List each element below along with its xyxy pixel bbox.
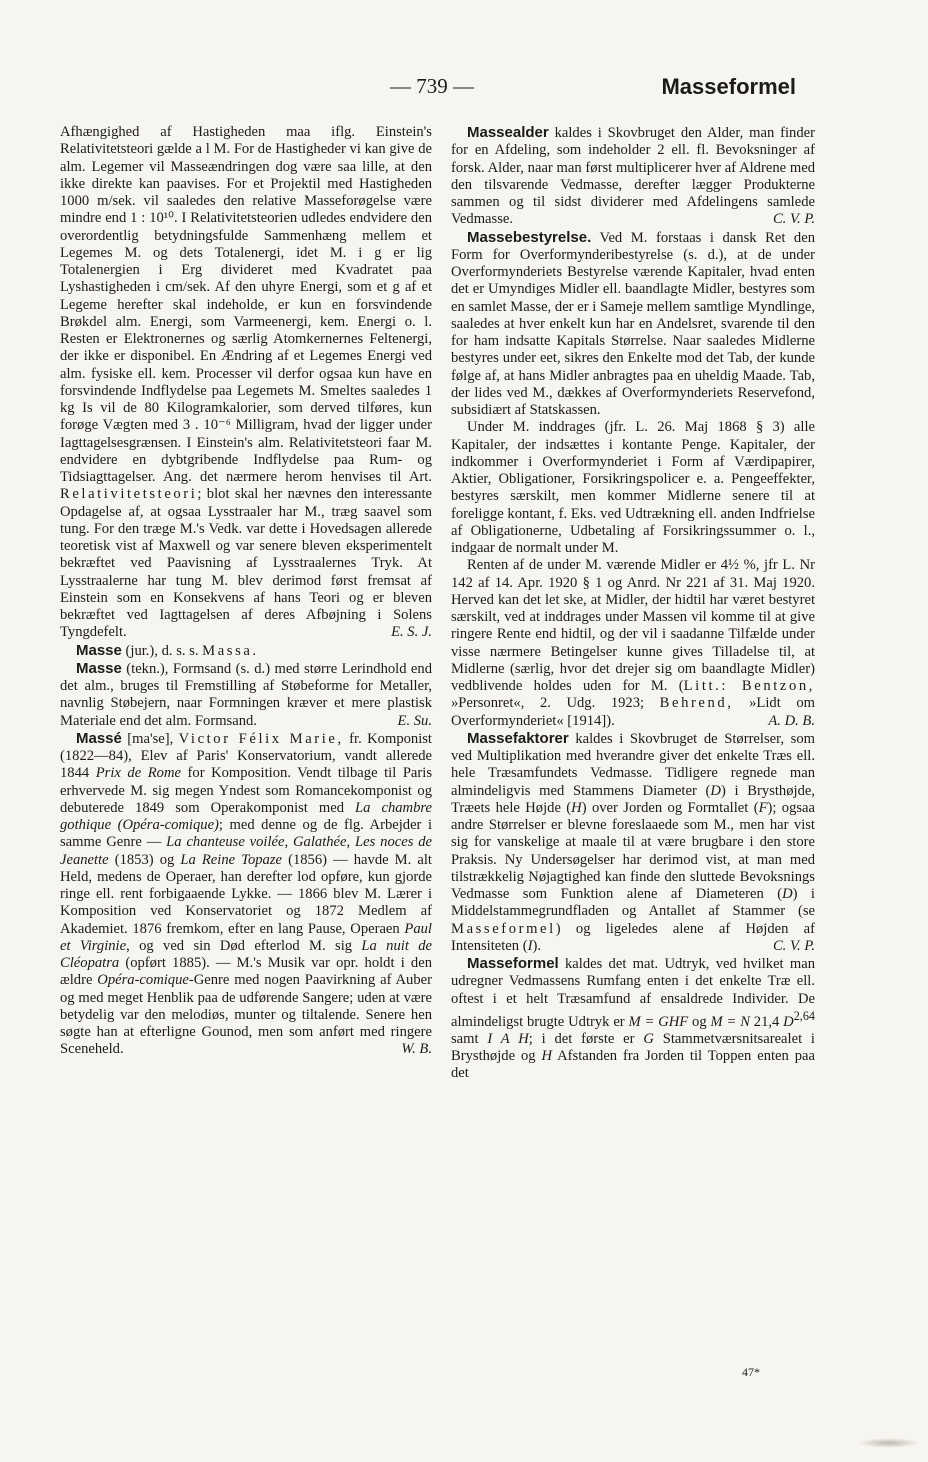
body-text: ). xyxy=(532,937,541,954)
symbol: H xyxy=(541,1048,553,1065)
italic-title: La nuit de Cléopatra xyxy=(60,937,432,971)
body-text: Ved M. forstaas i dansk Ret den Form for Overformynderibestyrelse (s. d.), at de under Overformynderiets Bestyrelse værende Kapitaler, hvad enten det er Umyndiges Midler ell. baandlagte Midler, bestyres som en samlet Masse, der er i Sameje mellem samtlige Myndlinge, saaledes at hver enkelt kun har en Andelsret, svarende til den for ham indsatte Kapitals Størrelse. Naar saaledes Midlerne bestyres under eet, sikres den Enkelte mod det Tab, der kunde følge af, at hans Midler anbragtes paa en uheldig Maade. Tab, der lides ved M., dækkes af Overformynderiets Reservefond, subsidiært af Statskassen. xyxy=(451,229,815,418)
italic-title: La chambre gothique (Opéra-comique) xyxy=(60,799,433,833)
body-text: (tekn.), Formsand (s. d.) med større Lerindhold end det alm., bruges til Fremstilling af Støbeforme for Metaller, navnlig Støbejern, naar Formningen kræver et mere plastisk Materiale end det alm. Formsand. xyxy=(60,660,432,729)
body-text: fr. Komponist (1822—84), Elev af Paris' Konservatorium, vandt allerede 1844 xyxy=(60,730,432,782)
body-text: Stammetværsnitsarealet i Brysthøjde og xyxy=(451,1030,815,1065)
entry-massefaktorer xyxy=(451,730,815,955)
spaced-name: Victor Félix Marie, xyxy=(178,730,344,747)
formula: M = GHF xyxy=(628,1013,689,1030)
page-number: — 739 — xyxy=(390,74,474,98)
body-text: [ma'se], xyxy=(121,730,179,747)
author-signature: E. Su. xyxy=(397,712,432,729)
formula: D xyxy=(783,1013,794,1030)
headword: Massebestyrelse. xyxy=(467,228,592,246)
body-text: samt xyxy=(451,1030,488,1047)
headword: Masseformel xyxy=(467,955,559,972)
cross-reference: Masseformel xyxy=(451,920,556,937)
body-text: ; blot skal her nævnes den interessante Opdagelse af, at ogsaa Lysstraaler har M., træg saavel som tung. For den træge M.'s Vedk. var dette i Hovedsagen allerede teoretisk vist af Maxwell og var senere bleven eksperimentelt bekræftet ved Paavisning af Lysstraalernes Tryk. At Lysstraalerne har tung M. blev derimod først fremsat af Einstein som en Konsekvens af hans Teori og er bleven bekræftet ved Iagttagelsen af deres Afbøjning i Solens Tyngdefelt. xyxy=(60,486,432,641)
entry-continuation xyxy=(60,124,432,642)
entry-paragraph xyxy=(451,557,815,730)
symbol: D xyxy=(782,886,793,902)
author-signature: W. B. xyxy=(401,1041,432,1058)
body-text: og xyxy=(688,1013,711,1030)
page-header xyxy=(60,74,796,104)
italic-title: La Reine Topaze xyxy=(180,851,282,868)
symbol: G xyxy=(643,1030,654,1047)
italic-title: La chanteuse voilée, Galathée, Les noces de Jeanette xyxy=(60,834,433,868)
literature-ref: Litt.: Bentzon, xyxy=(683,678,815,694)
formula: M = N xyxy=(710,1013,750,1030)
entry-massealder xyxy=(451,124,815,229)
italic-title: Paul et Virginie xyxy=(60,920,432,954)
author-signature: E. S. J. xyxy=(391,624,432,641)
left-column xyxy=(60,124,432,1059)
body-text: (jur.), d. s. s. xyxy=(121,642,203,659)
body-text: kaldes det mat. Udtryk, ved hvilket man udregner Vedmassens Rumfang enten i det enkelte Træ ell. oftest i et helt Træsamfund af ensaldrede Individer. De almindeligst brugte Udtryk er xyxy=(451,956,815,1030)
formula: I A H xyxy=(487,1030,529,1047)
running-head: Masseformel xyxy=(661,74,796,99)
spaced-reference: Relativitetsteori xyxy=(60,486,198,503)
author-signature: C. V. P. xyxy=(772,937,815,954)
body-text: »Lidt om Overformynderiet« [1914]). xyxy=(451,695,815,729)
symbol: D xyxy=(710,782,721,799)
symbol: F xyxy=(758,799,768,816)
body-text: ) over Jorden og Formtallet ( xyxy=(581,799,759,816)
entry-masse-composer xyxy=(60,730,432,1059)
body-text: (opført 1885). — M.'s Musik var opr. holdt i den ældre xyxy=(60,955,432,989)
headword: Masse xyxy=(76,641,122,659)
entry-paragraph xyxy=(451,419,815,557)
spaced-reference: Massa. xyxy=(202,642,259,659)
body-text: Afstanden fra Jorden til Toppen enten paa det xyxy=(451,1048,815,1082)
body-text: ) i Brysthøjde, Træets hele Højde ( xyxy=(451,782,815,816)
entry-masse-jur xyxy=(60,642,432,660)
printer-signature-mark: 47* xyxy=(742,1365,760,1379)
body-text: ; i det første er xyxy=(528,1030,644,1047)
symbol: I xyxy=(527,937,533,954)
body-text: ); ogsaa andre Størrelser er blevne foreslaaede som M., men har vist sig for vanskelige at maale til at være brugbare i den store Praksis. Ny Undersøgelser har derimod vist, at man med tilstrækkelig Nøjagtighed kan finde den sluttede Bevoksnings Vedmasse som Funktion alene af Diameteren ( xyxy=(451,799,816,902)
body-text: »Personret«, 2. Udg. 1923; xyxy=(451,695,660,712)
body-text: 21,4 xyxy=(749,1013,784,1030)
symbol: H xyxy=(571,799,582,816)
headword: Massefaktorer xyxy=(467,729,569,747)
entry-masseformel xyxy=(451,955,815,1083)
body-text: (1853) og xyxy=(108,851,181,868)
entry-masse-tekn xyxy=(60,660,432,730)
body-text: Afhængighed af Hastigheden maa iflg. Einstein's Relativitetsteori gælde a l M. For de Hastigheder vi kan give de alm. Legemer vil Masseændringen dog være saa lille, at den ikke direkte kan paavises. For et Projektil med Hastigheden 1000 m/sek. vil saaledes den relative Masseforøgelse være mindre end 1 : 10¹⁰. I Relativitetsteorien udledes endvidere den overordentlig betydningsfulde Sammenhæng mellem et Legemes M. og dets Totalenergi, idet M. i g er lig Totalenergien i Erg divideret med Kvadratet paa Lyshastigheden i cm/sek. Af den uhyre Energi, som et g af et Legeme herefter skal indeholde, er kun en forsvindende Brøkdel alm. Energi, som Varmeenergi, kem. Energi o. l. Resten er Elektronernes og særlig Atomkernernes Feltenergi, der ikke er disponibel. En Ændring af et Legemes Energi ved alm. fysiske ell. kem. Processer vil derfor ogsaa kun have en forsvindende Indflydelse paa Legemets M. Smeltes saaledes 1 kg Is vil de 80 Kilogramkalorier, som derved tilføres, kun forøge Vægten med 3 . 10⁻⁶ Milligram, hvad der ligger under Iagttagelsesgrænsen. I Einstein's alm. Relativitetsteori faar M. endvidere en dybtgribende Indflydelse paa Rum- og Tidsiagttagelser. Ang. det nærmere herom henvises til Art. xyxy=(60,124,432,485)
body-text: Under M. inddrages (jfr. L. 26. Maj 1868 § 3) alle Kapitaler, der indsættes i kontante Penge. Kapitaler, der indkommer i Overformynderiet i Form af Værdipapirer, Aktier, Obligationer, Forsikringspolicer e. a. Pengeeffekter, bestyres særskilt, men kommer Midlerne senere til at foreligge kontant, f. Eks. ved Udtrækning ell. anden Indfrielse af Obligationerne, Udbetaling af Forsikringssummer o. l., indgaar de normalt under M. xyxy=(451,419,815,556)
headword: Massé xyxy=(76,729,122,747)
body-text: ; med denne og de flg. Arbejder i samme Genre — xyxy=(60,817,433,851)
body-text: ) og ligeledes alene af Højden af Intensiteten ( xyxy=(451,920,815,954)
body-text: for Komposition. Vendt tilbage til Paris erhvervede M. sig megen Yndest som Romancekomponist og debuterede 1849 som Operakomponist med xyxy=(60,765,433,816)
entry-massebestyrelse xyxy=(451,229,815,420)
headword: Massealder xyxy=(467,124,549,141)
body-text: (1856) — havde M. alt Held, medens de Operaer, han derefter lod opføre, kun gjorde ringe ell. rent forbigaaende Lykke. — 1866 blev M. Lærer i Komposition ved Konservatoriet og 1872 Medlem af Akademiet. 1876 fremkom, efter en lang Pause, Operaen xyxy=(60,851,432,937)
italic-title: Prix de Rome xyxy=(95,765,181,782)
literature-ref: Behrend, xyxy=(659,695,734,712)
author-signature: A. D. B. xyxy=(768,712,815,729)
body-text: ) i Middelstammegrundfladen og Antallet af Stammer (se xyxy=(451,886,815,920)
author-signature: C. V. P. xyxy=(772,211,815,228)
right-column xyxy=(451,124,815,1083)
column-divider xyxy=(441,124,442,1364)
formula-exponent: 2,64 xyxy=(793,1008,815,1023)
headword: Masse xyxy=(76,659,122,677)
body-text: , og ved sin Død efterlod M. sig xyxy=(126,937,362,954)
body-text: -Genre med nogen Paavirkning af Auber og med meget Henblik paa de udførende Sangere; uden at være betydelig var den melodiøs, munter og tiltalende. Senere hen søgte han at efterligne Gounod, men som anført med ringere Sceneheld. xyxy=(60,972,432,1058)
scan-smudge xyxy=(858,1438,920,1448)
body-text: Renten af de under M. værende Midler er 4½ %, jfr L. Nr 142 af 14. Apr. 1920 § 1 og Anrd. Nr 221 af 31. Maj 1920. Herved kan det let ske, at Midler, der hidtil har været bestyret særskilt, ved at inddrages under Massen vil komme til at give ringere Rente end hidtil, og der vil i saadanne Tilfælde under visse nærmere Betingelser kunne gives Tilladelse til, at Midlerne (særlig, hvor det drejer sig om baandlagte Midler) vedblivende holdes uden for M. ( xyxy=(451,557,815,694)
italic-title: Opéra-comique xyxy=(97,972,189,989)
body-text: kaldes i Skovbruget den Alder, man finder for en Afdeling, som indeholder 2 ell. fl. Bevoksninger af forsk. Alder, naar man først multiplicerer hver af Aldrene med den tilsvarende Vedmasse, derefter lægger Produkterne sammen og til sidst dividerer med Afdelingens samlede Vedmasse. xyxy=(451,125,815,228)
body-text: kaldes i Skovbruget de Størrelser, som ved Multiplikation med hverandre giver det enkelte Træs ell. hele Træsamfundets Vedmasse. Tidligere regnede man almindeligvis med Stammens Diameter ( xyxy=(451,730,815,799)
